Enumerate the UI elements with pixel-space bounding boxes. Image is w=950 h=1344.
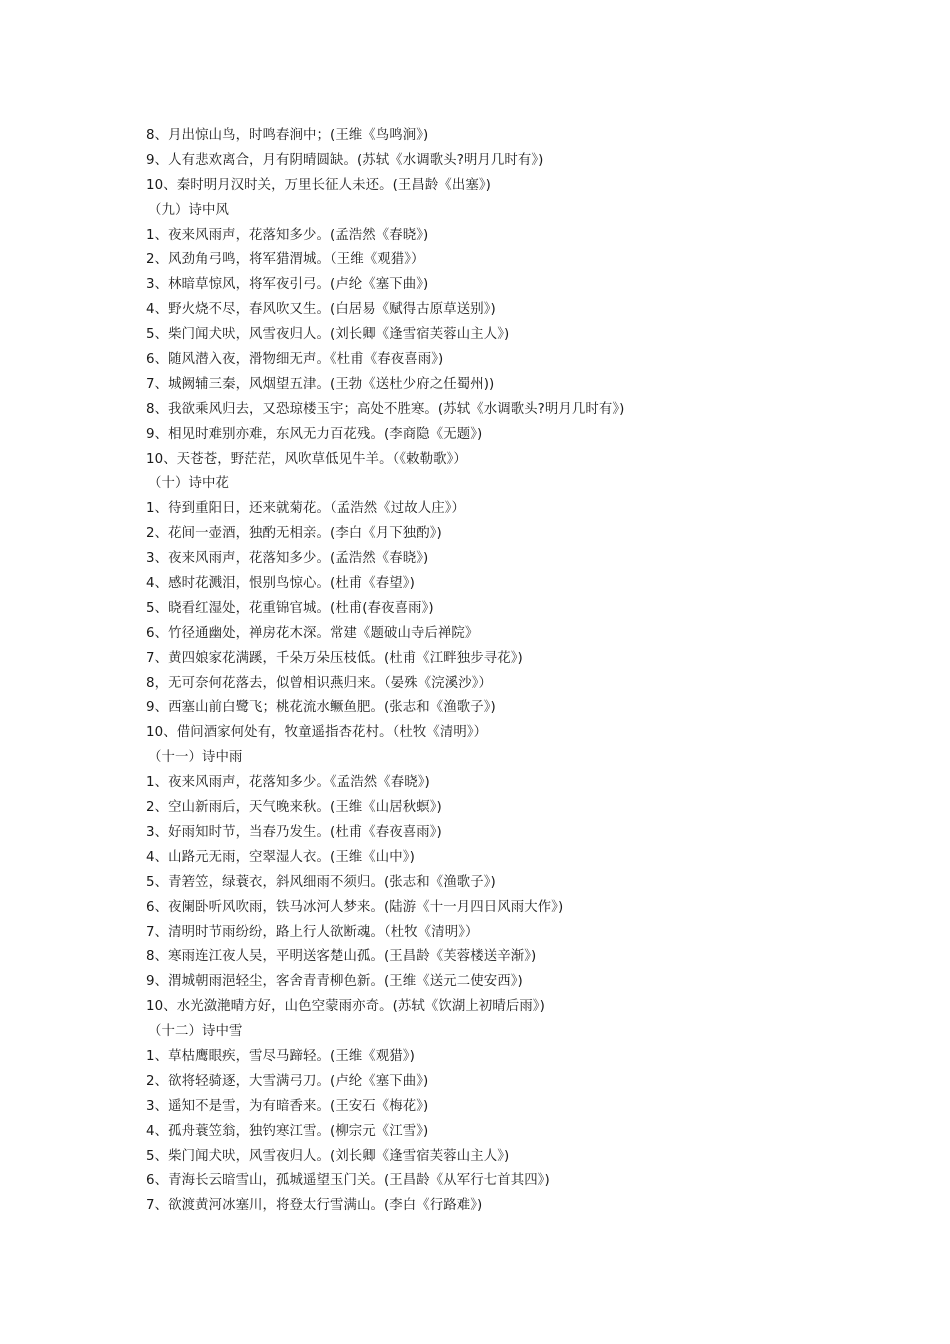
poem-line: 1、夜来风雨声，花落知多少。(孟浩然《春晓》) bbox=[146, 227, 429, 243]
poem-line: 8、寒雨连江夜人吴，平明送客楚山孤。(王昌龄《芙蓉楼送辛渐》) bbox=[146, 949, 537, 965]
section-heading: （十一）诗中雨 bbox=[148, 750, 243, 766]
poem-line: 6、竹径通幽处，禅房花木深。常建《题破山寺后禅院》 bbox=[146, 625, 479, 641]
poem-line: 7、城阙辅三秦，风烟望五津。(王勃《送杜少府之任蜀州)) bbox=[146, 376, 495, 392]
poem-line: 3、夜来风雨声，花落知多少。(孟浩然《春晓》) bbox=[146, 551, 429, 567]
section-heading: （十二）诗中雪 bbox=[148, 1024, 243, 1040]
poem-line: 5、柴门闻犬吠，风雪夜归人。(刘长卿《逢雪宿芙蓉山主人》) bbox=[146, 1148, 510, 1164]
poem-line: 6、随风潜入夜，滑物细无声。《杜甫《春夜喜雨》) bbox=[146, 352, 444, 368]
poem-line: 5、晓看红湿处，花重锦官城。(杜甫(春夜喜雨》) bbox=[146, 600, 434, 616]
poem-line: 2、花间一壶酒，独酌无相亲。(李白《月下独酌》) bbox=[146, 526, 442, 542]
poem-line: 2、风劲角弓鸣，将军猎渭城。（王维《观猎》） bbox=[146, 252, 425, 268]
section-heading: （十）诗中花 bbox=[148, 476, 229, 492]
poem-line: 4、山路元无雨，空翠湿人衣。(王维《山中》) bbox=[146, 849, 415, 865]
poem-line: 10、秦时明月汉时关，万里长征人未还。(王昌龄《出塞》) bbox=[146, 177, 491, 193]
poem-line: 8、月出惊山鸟，时鸣春涧中；(王维《鸟鸣涧》) bbox=[146, 128, 429, 143]
poem-line: 10、天苍苍，野茫茫，风吹草低见牛羊。（《敕勒歌》） bbox=[146, 451, 467, 467]
poem-line: 1、待到重阳日，还来就菊花。（孟浩然《过故人庄》） bbox=[146, 501, 465, 517]
poem-line: 6、夜阑卧听风吹雨，铁马冰河人梦来。(陆游《十一月四日风雨大作》) bbox=[146, 899, 564, 915]
poem-line: 9、相见时难别亦难，东风无力百花残。(李商隐《无题》) bbox=[146, 426, 483, 442]
poem-line: 4、感时花溅泪，恨别鸟惊心。(杜甫《春望》) bbox=[146, 576, 415, 592]
poem-line: 9、渭城朝雨浥轻尘，客舍青青柳色新。(王维《送元二使安西》) bbox=[146, 974, 523, 990]
poem-line: 1、夜来风雨声，花落知多少。《孟浩然《春晓》) bbox=[146, 775, 430, 791]
poem-line: 3、林暗草惊风，将军夜引弓。(卢纶《塞下曲》) bbox=[146, 277, 429, 293]
poem-line: 8、我欲乘风归去，又恐琼楼玉宇；高处不胜寒。(苏轼《水调歌头?明月几时有》) bbox=[146, 401, 625, 417]
poem-line: 4、孤舟蓑笠翁，独钓寒江雪。(柳宗元《江雪》) bbox=[146, 1123, 429, 1139]
poem-line: 6、青海长云暗雪山，孤城遥望玉门关。(王昌龄《从军行七首其四》) bbox=[146, 1173, 550, 1189]
poem-line: 9、人有悲欢离合，月有阴晴圆缺。(苏轼《水调歌头?明月几时有》) bbox=[146, 152, 544, 168]
section-heading: （九）诗中风 bbox=[148, 202, 229, 218]
poem-line: 3、遥知不是雪，为有暗香来。(王安石《梅花》) bbox=[146, 1098, 429, 1114]
poem-line: 4、野火烧不尽，春风吹又生。(白居易《赋得古原草送别》) bbox=[146, 302, 496, 318]
poem-line: 9、西塞山前白鹭飞；桃花流水鳜鱼肥。(张志和《渔歌子》) bbox=[146, 700, 496, 716]
poem-line: 10、水光潋滟晴方好，山色空蒙雨亦奇。(苏轼《饮湖上初晴后雨》) bbox=[146, 999, 545, 1015]
poem-line: 5、柴门闻犬吠，风雪夜归人。(刘长卿《逢雪宿芙蓉山主人》) bbox=[146, 327, 510, 343]
poem-line: 7、清明时节雨纷纷，路上行人欲断魂。（杜牧《清明》） bbox=[146, 924, 479, 940]
poem-line: 7、欲渡黄河冰塞川，将登太行雪满山。(李白《行路难》) bbox=[146, 1198, 483, 1214]
poem-line: 10、借问酒家何处有，牧童遥指杏花村。（杜牧《清明》） bbox=[146, 725, 488, 741]
poem-line: 7、黄四娘家花满蹊，千朵万朵压枝低。(杜甫《江畔独步寻花》) bbox=[146, 650, 523, 666]
poem-line: 2、欲将轻骑逐，大雪满弓刀。(卢纶《塞下曲》) bbox=[146, 1073, 429, 1089]
poem-list bbox=[146, 124, 866, 1219]
poem-line: 2、空山新雨后，天气晚来秋。(王维《山居秋螟》) bbox=[146, 800, 442, 816]
poem-line: 1、草枯鹰眼疾，雪尽马蹄轻。(王维《观猎》) bbox=[146, 1048, 415, 1064]
poem-line: 5、青箬笠，绿蓑衣，斜风细雨不须归。(张志和《渔歌子》) bbox=[146, 874, 496, 890]
poem-line: 3、好雨知时节，当春乃发生。(杜甫《春夜喜雨》) bbox=[146, 824, 442, 840]
poem-line: 8，无可奈何花落去，似曾相识燕归来。（晏殊《浣溪沙》） bbox=[146, 675, 492, 691]
